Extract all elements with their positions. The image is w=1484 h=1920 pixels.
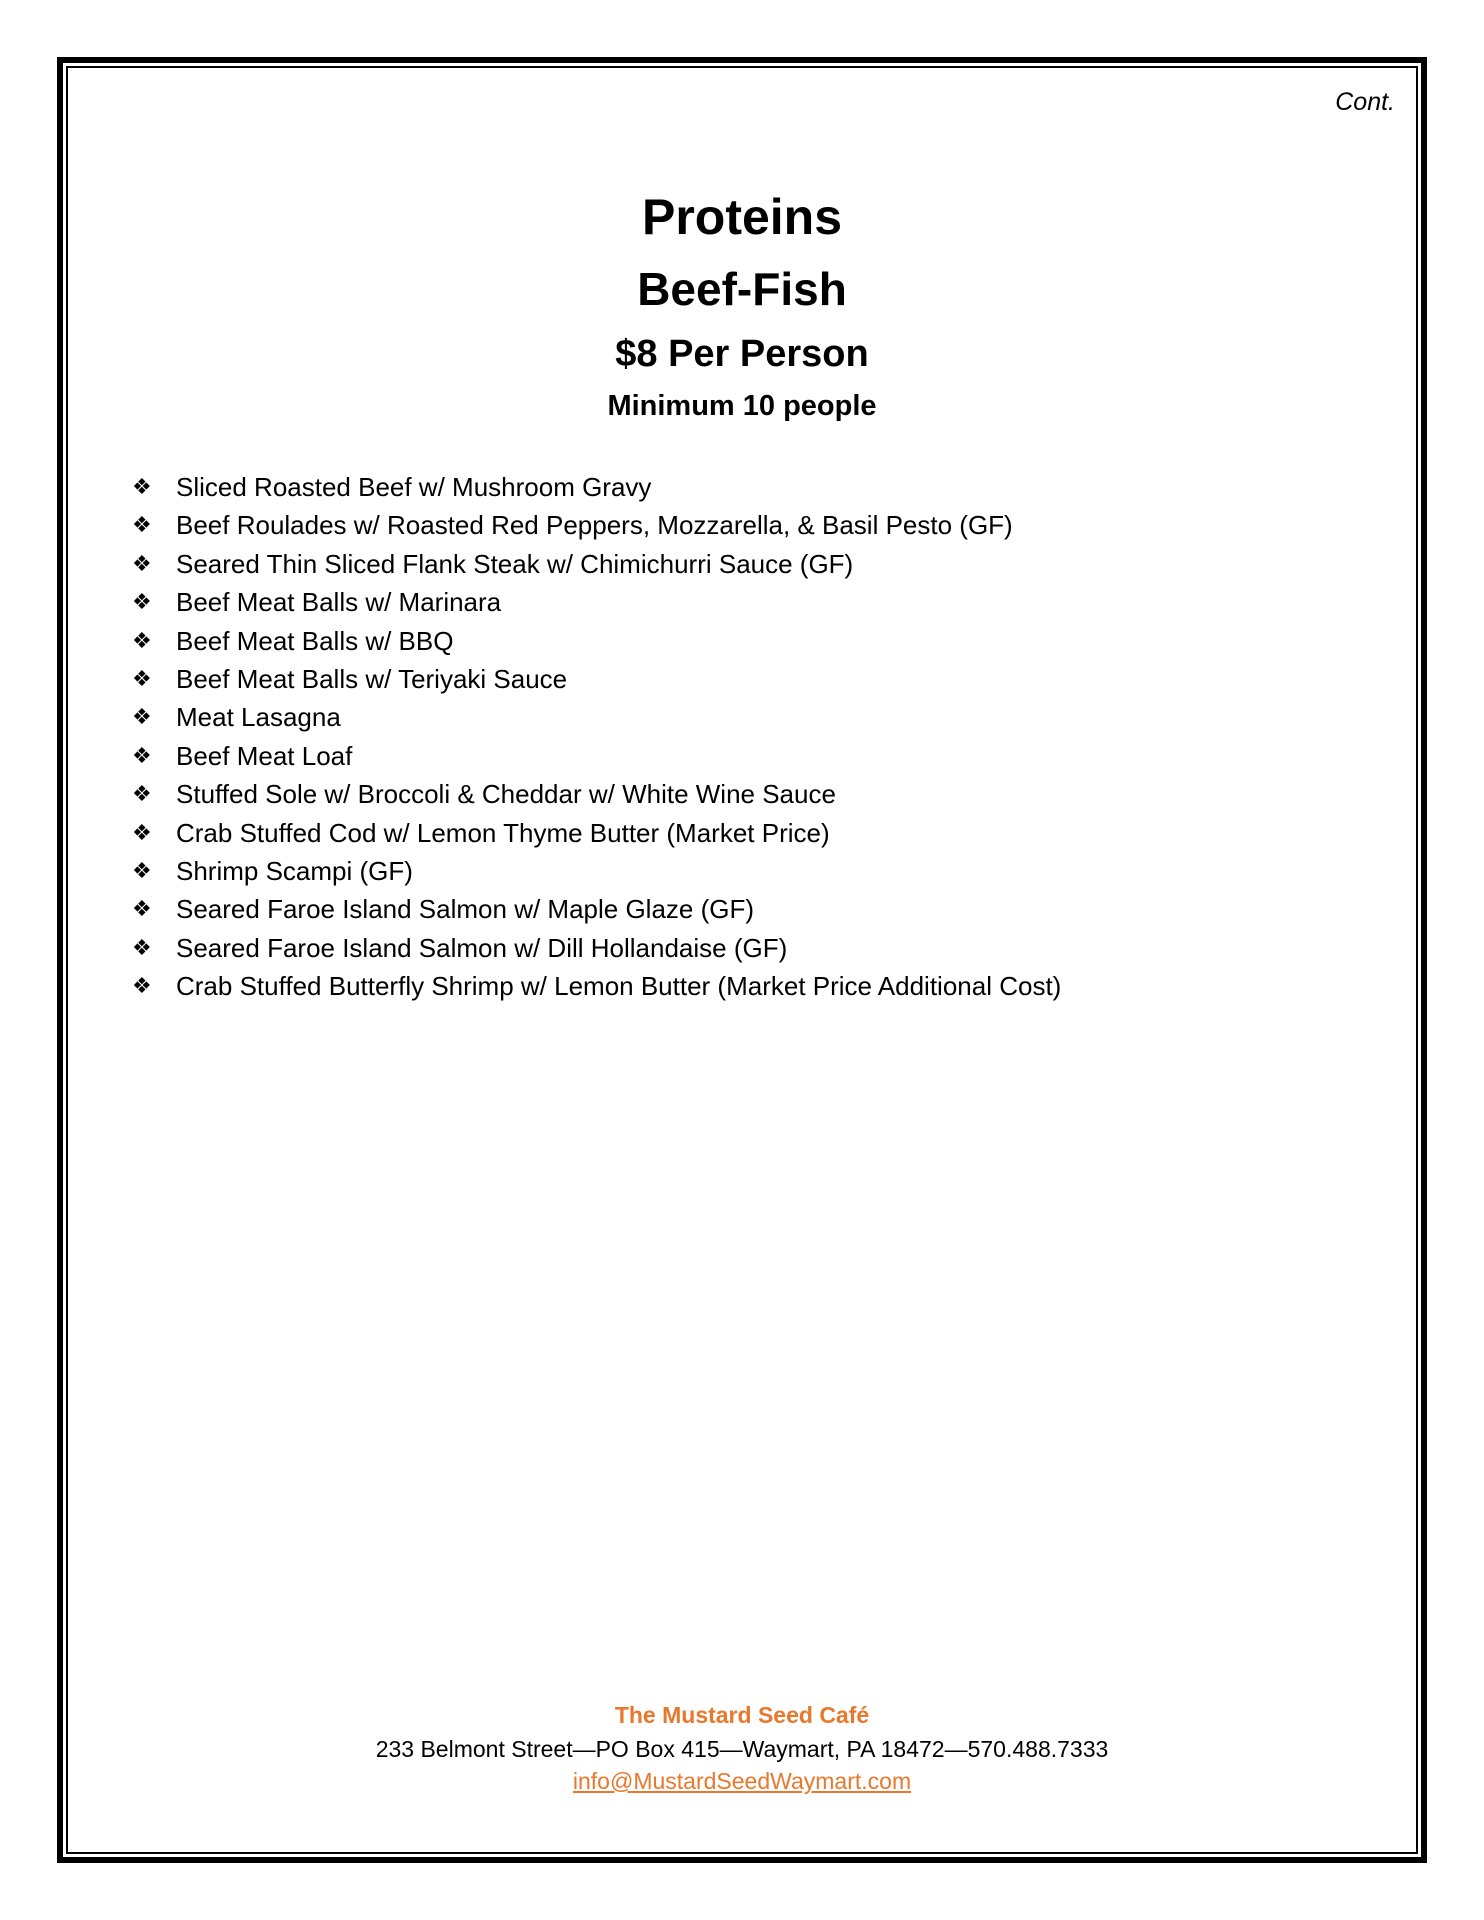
menu-item-label: Beef Meat Balls w/ Marinara xyxy=(176,587,502,618)
diamond-bullet-icon: ❖ xyxy=(132,512,152,538)
list-item xyxy=(130,737,1061,775)
menu-item-label: Beef Meat Balls w/ Teriyaki Sauce xyxy=(176,663,568,694)
continued-note: Cont. xyxy=(1335,88,1395,116)
menu-item-label: Sliced Roasted Beef w/ Mushroom Gravy xyxy=(176,472,652,502)
diamond-bullet-icon: ❖ xyxy=(132,819,152,845)
diamond-bullet-icon: ❖ xyxy=(132,742,152,768)
menu-item-label: Crab Stuffed Butterfly Shrimp w/ Lemon Butter (Market Price Additional Cost) xyxy=(176,971,1062,1002)
list-item xyxy=(130,890,1061,928)
page-title: Proteins xyxy=(641,189,843,245)
list-item xyxy=(130,852,1061,890)
list-item xyxy=(130,583,1061,621)
menu-item-label: Seared Faroe Island Salmon w/ Dill Hollandaise (GF) xyxy=(176,932,788,963)
menu-item-label: Beef Meat Loaf xyxy=(176,740,353,771)
list-item xyxy=(130,506,1061,544)
menu-item-label: Stuffed Sole w/ Broccoli & Cheddar w/ White Wine Sauce xyxy=(176,779,836,810)
email-link[interactable]: info@MustardSeedWaymart.com xyxy=(572,1768,912,1794)
menu-item-label: Meat Lasagna xyxy=(176,702,341,733)
list-item xyxy=(130,622,1061,660)
menu-item-label: Beef Meat Balls w/ BBQ xyxy=(176,625,454,656)
menu-item-label: Seared Thin Sliced Flank Steak w/ Chimichurri Sauce (GF) xyxy=(176,548,854,579)
list-item xyxy=(130,698,1061,736)
menu-item-label: Shrimp Scampi (GF) xyxy=(176,855,413,886)
business-address: 233 Belmont Street—PO Box 415—Waymart, PA 18472—570.488.7333 xyxy=(375,1736,1109,1762)
diamond-bullet-icon: ❖ xyxy=(132,627,152,653)
list-item xyxy=(130,814,1061,852)
list-item xyxy=(130,929,1061,967)
diamond-bullet-icon: ❖ xyxy=(132,781,152,807)
diamond-bullet-icon: ❖ xyxy=(132,934,152,960)
list-item xyxy=(130,967,1061,1005)
menu-item-list xyxy=(130,468,1061,1005)
diamond-bullet-icon: ❖ xyxy=(132,474,152,499)
diamond-bullet-icon: ❖ xyxy=(132,857,152,883)
menu-item-label: Beef Roulades w/ Roasted Red Peppers, Mozzarella, & Basil Pesto (GF) xyxy=(176,510,1013,541)
diamond-bullet-icon: ❖ xyxy=(132,896,152,922)
diamond-bullet-icon: ❖ xyxy=(132,973,152,999)
minimum-note: Minimum 10 people xyxy=(607,390,877,422)
list-item xyxy=(130,660,1061,698)
list-item xyxy=(130,545,1061,583)
list-item xyxy=(130,468,1061,506)
business-name: The Mustard Seed Café xyxy=(614,1702,870,1728)
diamond-bullet-icon: ❖ xyxy=(132,589,152,615)
diamond-bullet-icon: ❖ xyxy=(132,550,152,576)
menu-item-label: Seared Faroe Island Salmon w/ Maple Glaze (GF) xyxy=(176,894,755,925)
list-item xyxy=(130,775,1061,813)
price-heading: $8 Per Person xyxy=(615,333,869,375)
menu-item-label: Crab Stuffed Cod w/ Lemon Thyme Butter (Market Price) xyxy=(176,817,830,848)
section-subtitle: Beef-Fish xyxy=(637,263,847,315)
diamond-bullet-icon: ❖ xyxy=(132,704,152,730)
diamond-bullet-icon: ❖ xyxy=(132,665,152,691)
